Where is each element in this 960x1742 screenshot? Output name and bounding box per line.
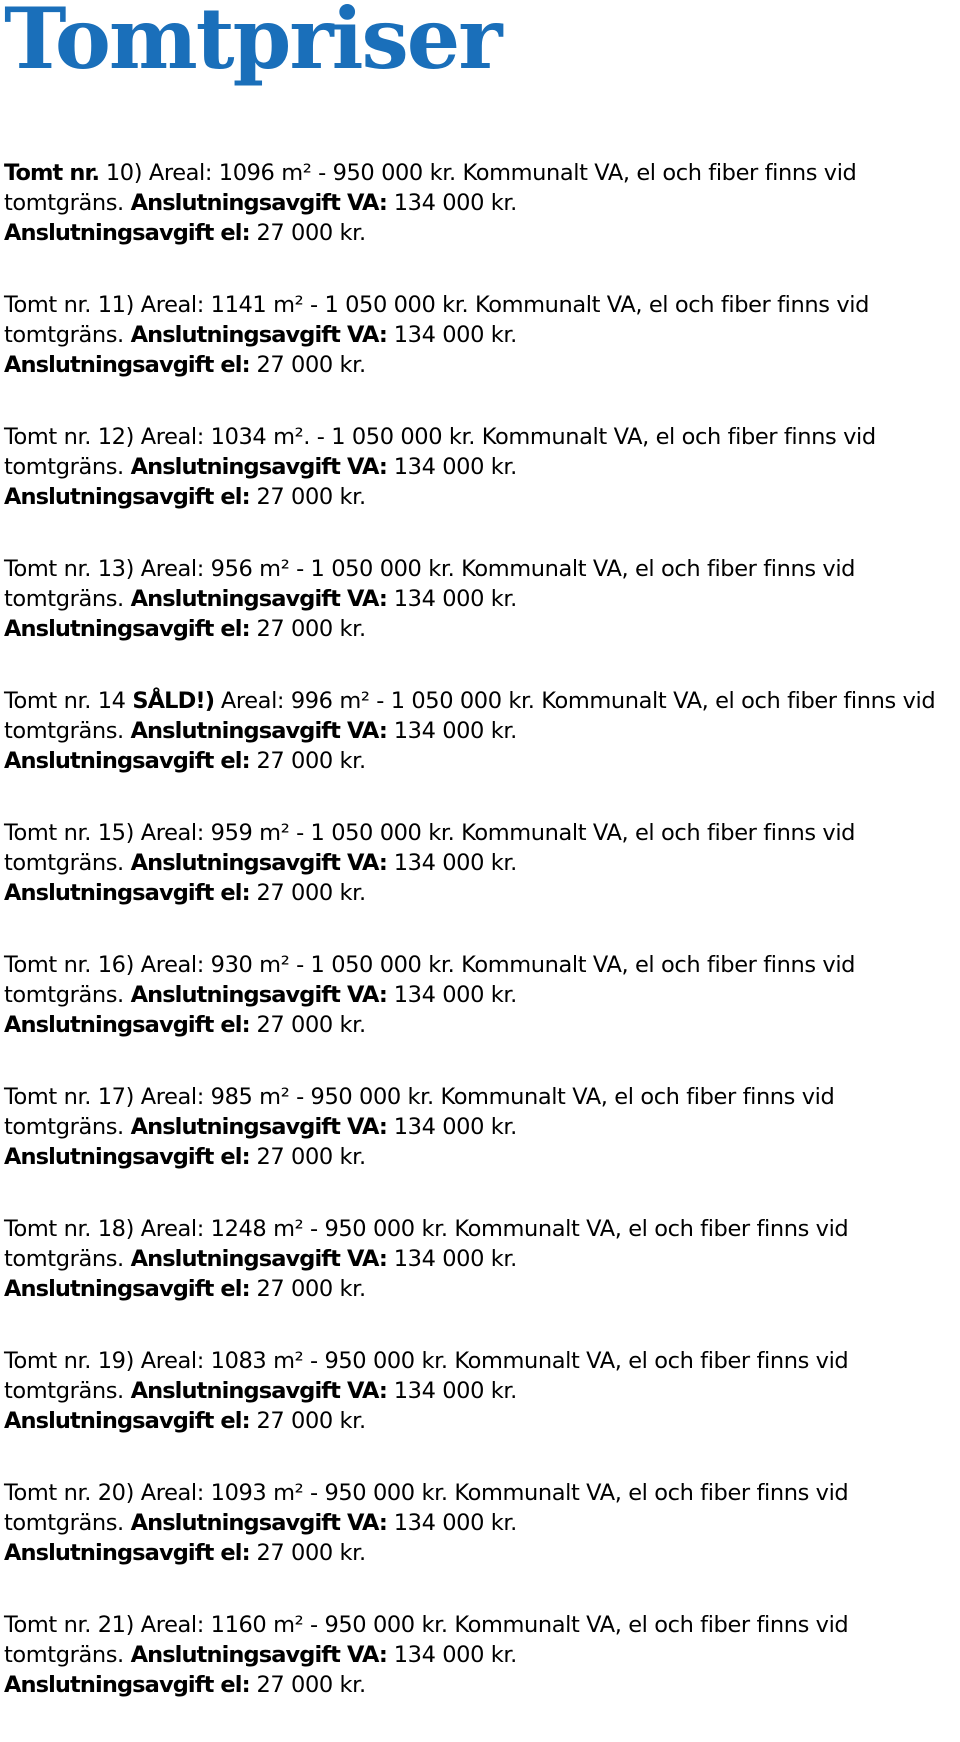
lot-details: ) Areal: 1248 m² - 950 000 kr. Kommunalt VA, el och fiber finns vid xyxy=(125,1216,849,1242)
va-fee-value: 134 000 kr. xyxy=(393,586,517,612)
va-fee-value: 134 000 kr. xyxy=(393,718,517,744)
lot-boundary: tomtgräns. xyxy=(4,982,124,1008)
lot-item xyxy=(4,1346,956,1478)
lot-line-va xyxy=(4,584,956,614)
lot-item xyxy=(4,554,956,686)
el-fee-label: Anslutningsavgift el: xyxy=(4,1540,250,1566)
va-fee-value: 134 000 kr. xyxy=(393,850,517,876)
va-fee-value: 134 000 kr. xyxy=(393,1114,517,1140)
va-fee-label: Anslutningsavgift VA: xyxy=(130,1114,387,1140)
lot-line-description xyxy=(4,1214,956,1244)
lot-item xyxy=(4,1082,956,1214)
lot-prefix: Tomt nr. xyxy=(4,424,91,450)
el-fee-label: Anslutningsavgift el: xyxy=(4,1012,250,1038)
lot-line-va xyxy=(4,1640,956,1670)
sold-badge: SÅLD!) xyxy=(132,688,215,714)
lot-line-el xyxy=(4,1670,956,1700)
lot-boundary: tomtgräns. xyxy=(4,1246,124,1272)
el-fee-label: Anslutningsavgift el: xyxy=(4,220,250,246)
lot-line-description xyxy=(4,1478,956,1508)
lot-item xyxy=(4,1478,956,1610)
el-fee-label: Anslutningsavgift el: xyxy=(4,1276,250,1302)
lot-line-va xyxy=(4,1244,956,1274)
lot-item xyxy=(4,158,956,290)
lot-number: 14 xyxy=(97,688,126,714)
el-fee-value: 27 000 kr. xyxy=(256,1672,366,1698)
lot-line-va xyxy=(4,980,956,1010)
lot-boundary: tomtgräns. xyxy=(4,322,124,348)
lot-line-description xyxy=(4,818,956,848)
va-fee-value: 134 000 kr. xyxy=(393,1642,517,1668)
lot-item xyxy=(4,818,956,950)
lot-number: 17 xyxy=(97,1084,126,1110)
lot-item xyxy=(4,686,956,818)
lot-line-va xyxy=(4,452,956,482)
lot-prefix: Tomt nr. xyxy=(4,952,91,978)
lot-details: ) Areal: 930 m² - 1 050 000 kr. Kommunalt VA, el och fiber finns vid xyxy=(125,952,856,978)
va-fee-label: Anslutningsavgift VA: xyxy=(130,454,387,480)
va-fee-label: Anslutningsavgift VA: xyxy=(130,1378,387,1404)
el-fee-value: 27 000 kr. xyxy=(256,220,366,246)
lot-boundary: tomtgräns. xyxy=(4,1510,124,1536)
el-fee-value: 27 000 kr. xyxy=(256,1408,366,1434)
lot-details: ) Areal: 1034 m². - 1 050 000 kr. Kommunalt VA, el och fiber finns vid xyxy=(125,424,876,450)
lot-number: 11 xyxy=(97,292,126,318)
lot-prefix: Tomt nr. xyxy=(4,160,100,186)
lot-prefix: Tomt nr. xyxy=(4,820,91,846)
lot-line-el xyxy=(4,878,956,908)
lot-line-va xyxy=(4,1112,956,1142)
lot-prefix: Tomt nr. xyxy=(4,1480,91,1506)
lot-details: ) Areal: 1083 m² - 950 000 kr. Kommunalt VA, el och fiber finns vid xyxy=(125,1348,849,1374)
va-fee-value: 134 000 kr. xyxy=(393,190,517,216)
lot-line-el xyxy=(4,614,956,644)
el-fee-label: Anslutningsavgift el: xyxy=(4,1672,250,1698)
va-fee-value: 134 000 kr. xyxy=(393,1378,517,1404)
lot-number: 12 xyxy=(97,424,126,450)
va-fee-label: Anslutningsavgift VA: xyxy=(130,586,387,612)
el-fee-label: Anslutningsavgift el: xyxy=(4,748,250,774)
va-fee-label: Anslutningsavgift VA: xyxy=(130,850,387,876)
lot-line-description xyxy=(4,686,956,716)
lot-boundary: tomtgräns. xyxy=(4,190,124,216)
el-fee-label: Anslutningsavgift el: xyxy=(4,1144,250,1170)
va-fee-label: Anslutningsavgift VA: xyxy=(130,1510,387,1536)
lot-details: ) Areal: 985 m² - 950 000 kr. Kommunalt VA, el och fiber finns vid xyxy=(125,1084,835,1110)
lot-details: ) Areal: 1141 m² - 1 050 000 kr. Kommunalt VA, el och fiber finns vid xyxy=(125,292,869,318)
lot-item xyxy=(4,422,956,554)
lot-line-va xyxy=(4,848,956,878)
el-fee-label: Anslutningsavgift el: xyxy=(4,352,250,378)
el-fee-value: 27 000 kr. xyxy=(256,880,366,906)
va-fee-value: 134 000 kr. xyxy=(393,322,517,348)
lot-details: ) Areal: 1096 m² - 950 000 kr. Kommunalt VA, el och fiber finns vid xyxy=(133,160,857,186)
lot-details: ) Areal: 1093 m² - 950 000 kr. Kommunalt VA, el och fiber finns vid xyxy=(125,1480,849,1506)
lot-item xyxy=(4,950,956,1082)
lot-line-description xyxy=(4,1346,956,1376)
lot-boundary: tomtgräns. xyxy=(4,1642,124,1668)
lot-boundary: tomtgräns. xyxy=(4,586,124,612)
lot-prefix: Tomt nr. xyxy=(4,1084,91,1110)
lot-prefix: Tomt nr. xyxy=(4,292,91,318)
lot-line-el xyxy=(4,350,956,380)
lot-number: 21 xyxy=(97,1612,126,1638)
lot-boundary: tomtgräns. xyxy=(4,454,124,480)
lot-details: ) Areal: 1160 m² - 950 000 kr. Kommunalt VA, el och fiber finns vid xyxy=(125,1612,849,1638)
lot-line-va xyxy=(4,188,956,218)
lot-line-description xyxy=(4,158,956,188)
el-fee-label: Anslutningsavgift el: xyxy=(4,880,250,906)
el-fee-value: 27 000 kr. xyxy=(256,748,366,774)
el-fee-label: Anslutningsavgift el: xyxy=(4,1408,250,1434)
lot-prefix: Tomt nr. xyxy=(4,1216,91,1242)
el-fee-value: 27 000 kr. xyxy=(256,1540,366,1566)
lot-number: 16 xyxy=(97,952,126,978)
va-fee-value: 134 000 kr. xyxy=(393,1510,517,1536)
va-fee-value: 134 000 kr. xyxy=(393,982,517,1008)
lot-details: ) Areal: 956 m² - 1 050 000 kr. Kommunalt VA, el och fiber finns vid xyxy=(125,556,856,582)
el-fee-label: Anslutningsavgift el: xyxy=(4,616,250,642)
lot-line-va xyxy=(4,1376,956,1406)
lot-line-el xyxy=(4,1274,956,1304)
lot-number: 13 xyxy=(97,556,126,582)
lot-line-el xyxy=(4,1142,956,1172)
lot-prefix: Tomt nr. xyxy=(4,556,91,582)
va-fee-label: Anslutningsavgift VA: xyxy=(130,1642,387,1668)
lot-line-el xyxy=(4,746,956,776)
lot-boundary: tomtgräns. xyxy=(4,1378,124,1404)
lot-number: 15 xyxy=(97,820,126,846)
el-fee-value: 27 000 kr. xyxy=(256,1276,366,1302)
lot-number: 20 xyxy=(97,1480,126,1506)
el-fee-label: Anslutningsavgift el: xyxy=(4,484,250,510)
lot-boundary: tomtgräns. xyxy=(4,850,124,876)
el-fee-value: 27 000 kr. xyxy=(256,484,366,510)
lot-boundary: tomtgräns. xyxy=(4,1114,124,1140)
lot-line-description xyxy=(4,554,956,584)
lot-item xyxy=(4,1610,956,1742)
lot-prefix: Tomt nr. xyxy=(4,688,91,714)
lot-line-el xyxy=(4,1010,956,1040)
va-fee-value: 134 000 kr. xyxy=(393,454,517,480)
lot-line-va xyxy=(4,1508,956,1538)
lot-prefix: Tomt nr. xyxy=(4,1348,91,1374)
lot-list xyxy=(4,158,956,1742)
lot-number: 18 xyxy=(97,1216,126,1242)
lot-prefix: Tomt nr. xyxy=(4,1612,91,1638)
el-fee-value: 27 000 kr. xyxy=(256,352,366,378)
el-fee-value: 27 000 kr. xyxy=(256,1012,366,1038)
va-fee-label: Anslutningsavgift VA: xyxy=(130,190,387,216)
lot-line-el xyxy=(4,218,956,248)
lot-details: ) Areal: 959 m² - 1 050 000 kr. Kommunalt VA, el och fiber finns vid xyxy=(125,820,856,846)
va-fee-value: 134 000 kr. xyxy=(393,1246,517,1272)
lot-line-va xyxy=(4,320,956,350)
lot-line-va xyxy=(4,716,956,746)
lot-line-el xyxy=(4,1406,956,1436)
va-fee-label: Anslutningsavgift VA: xyxy=(130,718,387,744)
el-fee-value: 27 000 kr. xyxy=(256,1144,366,1170)
lot-item xyxy=(4,290,956,422)
el-fee-value: 27 000 kr. xyxy=(256,616,366,642)
va-fee-label: Anslutningsavgift VA: xyxy=(130,1246,387,1272)
lot-number: 10 xyxy=(105,160,134,186)
lot-line-description xyxy=(4,290,956,320)
lot-line-description xyxy=(4,1082,956,1112)
page-title: Tomtpriser xyxy=(4,0,501,88)
lot-number: 19 xyxy=(97,1348,126,1374)
lot-line-description xyxy=(4,422,956,452)
lot-line-el xyxy=(4,482,956,512)
lot-line-description xyxy=(4,1610,956,1640)
va-fee-label: Anslutningsavgift VA: xyxy=(130,982,387,1008)
lot-item xyxy=(4,1214,956,1346)
lot-line-el xyxy=(4,1538,956,1568)
va-fee-label: Anslutningsavgift VA: xyxy=(130,322,387,348)
lot-boundary: tomtgräns. xyxy=(4,718,131,744)
lot-details: Areal: 996 m² - 1 050 000 kr. Kommunalt VA, el och fiber finns vid xyxy=(214,688,936,714)
lot-line-description xyxy=(4,950,956,980)
